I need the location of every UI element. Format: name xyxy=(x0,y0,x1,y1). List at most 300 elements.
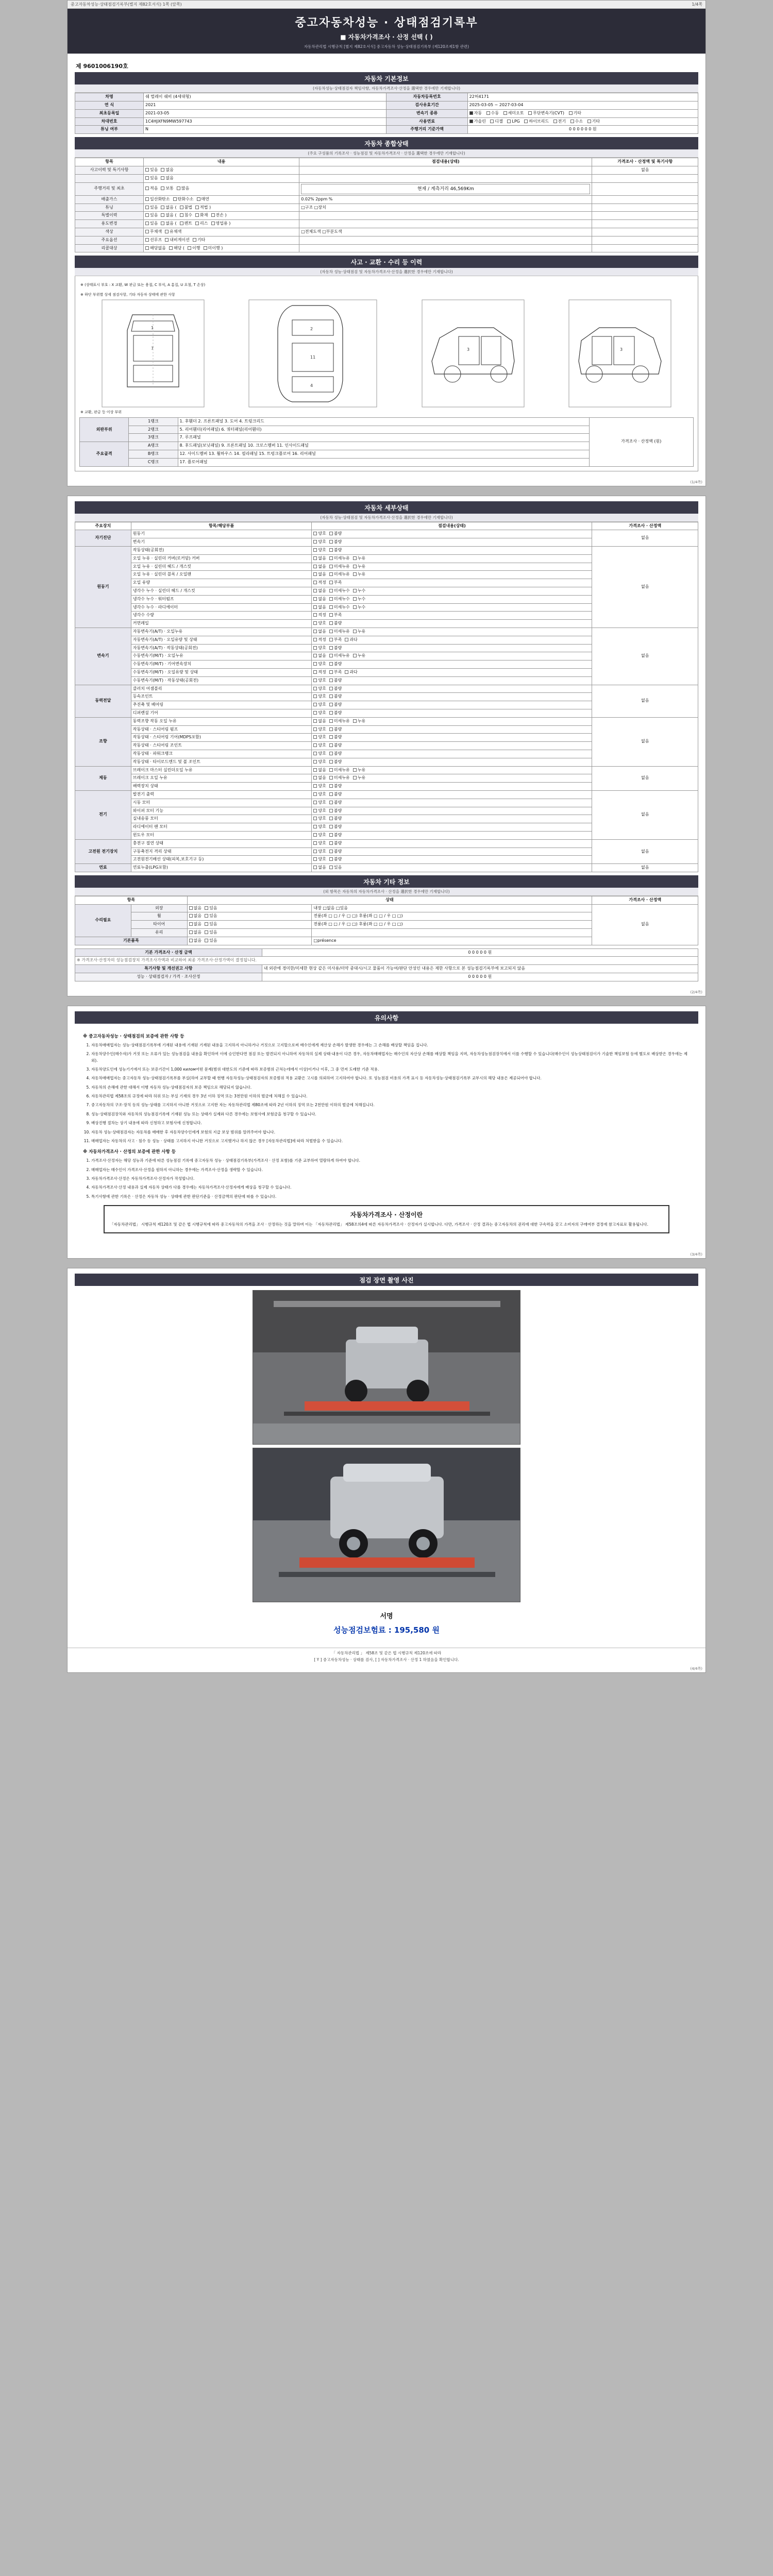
overall-content-9[interactable]: 해당없음 해당 ( 이행 미이행 ) xyxy=(143,244,299,252)
section-etc-sub: (외 항목은 자동차의 자동차가격조사 · 산정을 選択한 경우에만 기재합니다) xyxy=(75,888,698,896)
transmission-option-cvt[interactable]: 무단변속기(CVT) xyxy=(528,111,564,116)
overall-state-1[interactable] xyxy=(299,174,592,182)
table-row xyxy=(75,904,698,912)
table-row xyxy=(75,236,698,244)
transmission-option-manual[interactable]: 수동 xyxy=(486,111,499,116)
car-side-left-diagram xyxy=(422,299,525,408)
overall-content-1[interactable]: 있음 없음 xyxy=(143,174,299,182)
detail-group-7: 고전원 전기장치 xyxy=(75,839,131,863)
svg-text:3: 3 xyxy=(620,347,623,352)
detail-state-5-2[interactable]: 양호 불량 xyxy=(312,783,592,791)
basic-label2-1: 검사유효기간 xyxy=(386,101,467,110)
overall-item-5: 특별이력 xyxy=(75,212,144,220)
etc-right-2[interactable]: 전륜(좌 □ □ / 우 □ □) 후륜(좌 □ □ / 우 □ □) xyxy=(312,921,592,929)
tuning-value: N xyxy=(143,126,386,134)
etc-group-basic: 기본품목 xyxy=(75,937,188,945)
etc-state-4[interactable]: 없음 있음 xyxy=(187,937,312,945)
detail-state-1-3[interactable]: 없음 미세누유 누유 xyxy=(312,571,592,579)
overall-state-9[interactable] xyxy=(299,244,592,252)
overall-content-3[interactable]: 일산화탄소 탄화수소 매연 xyxy=(143,195,299,204)
browser-right-label: 1/4쪽 xyxy=(692,2,702,7)
detail-state-6-3[interactable]: 양호 불량 xyxy=(312,815,592,823)
etc-state-1[interactable]: 없음 있음 xyxy=(187,912,312,921)
notice-1-item: 11. 매매업자는 자동차의 사고 · 침수 등 성능 · 상태를 고지하지 아니한 거짓으로 고지했거나 하지 않은 경우 [자동차관리법]에 따라 처벌받을 수 있습니다. xyxy=(91,1138,690,1144)
notice-1-item: 9. 배상진행 절차는 상기 내용에 따라 신청하고 보험사에 신청합니다. xyxy=(91,1120,690,1126)
notice-1-item: 6. 자동차관리법 제58조의 규정에 따라 허위 또는 부실 기재의 경우 3년 이하 징역 또는 3천만원 이하의 벌금에 처해질 수 있습니다. xyxy=(91,1093,690,1099)
notice-bar: 유의사항 xyxy=(75,1011,698,1024)
detail-part-1-5: 냉각수 누수 · 실린더 헤드 / 개스킷 xyxy=(131,587,312,596)
part-rank-0-1: 2랭크 xyxy=(129,426,178,434)
part-rank-1-2: C랭크 xyxy=(129,458,178,466)
detail-note-3: 없음 xyxy=(592,685,698,717)
table-row xyxy=(75,948,698,957)
overall-content-7[interactable]: 무채색 유채색 xyxy=(143,228,299,236)
detail-state-6-0[interactable]: 양호 불량 xyxy=(312,790,592,799)
inspection-photo-1 xyxy=(253,1290,520,1445)
basic-label-1: 연 식 xyxy=(75,101,144,110)
overall-content-8[interactable]: 선루프 내비게이션 기타 xyxy=(143,236,299,244)
detail-state-1-9[interactable]: 양호 불량 xyxy=(312,620,592,628)
table-row xyxy=(75,117,698,126)
overall-state-5[interactable] xyxy=(299,212,592,220)
detail-state-7-0[interactable]: 양호 불량 xyxy=(312,839,592,848)
damage-diagram xyxy=(75,276,698,471)
page-title: 중고자동차성능 · 상태점검기록부 xyxy=(295,16,478,29)
detail-part-2-6: 수동변속기(M/T) · 작동상태(공회전) xyxy=(131,676,312,685)
guarantee-body: 「자동차관리법」 시행규칙 제120조 및 같은 법 시행규칙에 따라 중고자동차의 가격을 조사 · 산정하는 것을 말하며 이는 「자동차관리법」 제58조의4에 따른 자동차가격조사 · 산정자가 실시합니다. 다만, 가격조사 · 산정 결과는 중고자동차의 권리에 대한 구속력을 갖고 소비자의 구매여부 결정에 참고자료로 활용됩니다. xyxy=(110,1222,649,1227)
detail-state-0-0[interactable]: 양호 불량 xyxy=(312,530,592,538)
fuel-option-etc[interactable]: 기타 xyxy=(587,119,600,125)
fuel-option-hydrogen[interactable]: 수소 xyxy=(570,119,583,125)
svg-text:7: 7 xyxy=(150,346,154,351)
detail-group-3: 동력전달 xyxy=(75,685,131,717)
detail-note-1: 없음 xyxy=(592,547,698,628)
section-detail-sub: (자동차 성능·상태점검 및 자동차가격조사·산정을 選択한 경우에만 기재합니다) xyxy=(75,514,698,522)
overall-state-0[interactable] xyxy=(299,166,592,175)
overall-note-5 xyxy=(592,212,698,220)
detail-part-3-3: 디퍼렌셜 기어 xyxy=(131,709,312,717)
fuel-option-electric[interactable]: 전기 xyxy=(553,119,566,125)
table-row xyxy=(75,547,698,555)
overall-note-1 xyxy=(592,174,698,182)
detail-state-2-3[interactable]: 없음 미세누유 누유 xyxy=(312,652,592,660)
etc-sub-2: 타이어 xyxy=(131,921,187,929)
detail-state-2-4[interactable]: 양호 불량 xyxy=(312,660,592,669)
total-label: 기본 가격조사 · 산정 금액 xyxy=(75,948,262,957)
footer-line-1: 「 자동차관리법 」 제58조 및 같은 법 시행규칙 제120조에 따라 xyxy=(331,1650,442,1655)
detail-part-4-2: 작동상태 · 스티어링 기어(MDPS포함) xyxy=(131,734,312,742)
notice-2-item: 5. 특기사항에 관한 기록은 · 산정은 자동차 성능 · 상태에 관한 판단기준을 · 산정금액의 판단에 따를 수 있습니다. xyxy=(91,1194,690,1200)
detail-part-2-4: 수동변속기(M/T) · 기어변속장치 xyxy=(131,660,312,669)
notice-list-2 xyxy=(83,1158,690,1200)
detail-part-4-1: 작동상태 · 스티어링 펌프 xyxy=(131,725,312,734)
detail-state-7-1[interactable]: 양호 불량 xyxy=(312,848,592,856)
detail-group-6: 전기 xyxy=(75,790,131,839)
detail-state-6-4[interactable]: 양호 불량 xyxy=(312,823,592,832)
detail-state-1-6[interactable]: 없음 미세누수 누수 xyxy=(312,595,592,603)
detail-state-1-0[interactable]: 양호 불량 xyxy=(312,547,592,555)
svg-text:2: 2 xyxy=(310,327,313,332)
detail-part-6-1: 시동 모터 xyxy=(131,799,312,807)
table-row xyxy=(75,957,698,965)
part-group-0: 외판부위 xyxy=(80,417,129,442)
overall-col-1: 내용 xyxy=(143,158,299,166)
overall-state-table xyxy=(75,158,698,252)
detail-note-8: 없음 xyxy=(592,864,698,872)
detail-state-8-0[interactable]: 없음 있음 xyxy=(312,864,592,872)
overall-state-8[interactable] xyxy=(299,236,592,244)
overall-note-4 xyxy=(592,204,698,212)
etc-right-1[interactable]: 전륜(좌 □ □ / 우 □ □) 후륜(좌 □ □ / 우 □ □) xyxy=(312,912,592,921)
detail-col-0: 주요장치 xyxy=(75,522,131,530)
table-row xyxy=(75,244,698,252)
basic-value-1: 2021 xyxy=(143,101,386,110)
etc-right-0[interactable]: 내장 □없음 □있음 xyxy=(312,904,592,912)
detail-state-3-1[interactable]: 양호 불량 xyxy=(312,693,592,701)
part-text-0-2: 7. 루프패널 xyxy=(178,434,589,442)
section-overall-sub: (주요 구성품의 기록조사 · 성능점검 및 자동차가격조사 · 산정을 選택한 경우에만 기재합니다) xyxy=(75,149,698,158)
svg-text:1: 1 xyxy=(150,326,154,331)
photos-bar: 점검 장면 촬영 사진 xyxy=(75,1274,698,1286)
basic-value2-0: 22허4171 xyxy=(467,93,698,101)
fuel-option-gasoline[interactable]: 가솔린 xyxy=(469,119,486,125)
overall-note-2 xyxy=(592,182,698,195)
table-row xyxy=(75,973,698,981)
detail-part-6-5: 윈도우 모터 xyxy=(131,831,312,839)
basic-value2-1: 2025-03-05 ~ 2027-03-04 xyxy=(467,101,698,110)
table-header-row xyxy=(75,522,698,530)
car-diagram-row xyxy=(79,299,694,408)
detail-part-4-0: 동력조향 작동 오일 누유 xyxy=(131,717,312,725)
page-4 xyxy=(67,1268,706,1673)
detail-state-4-2[interactable]: 양호 불량 xyxy=(312,734,592,742)
detail-note-4: 없음 xyxy=(592,717,698,766)
transmission-option-etc[interactable]: 기타 xyxy=(569,111,581,116)
detail-state-1-8[interactable]: 적정 부족 xyxy=(312,612,592,620)
etc-right-3[interactable] xyxy=(312,929,592,937)
detail-note-7: 없음 xyxy=(592,839,698,863)
transmission-option-semi[interactable]: 세미오토 xyxy=(503,111,524,116)
detail-state-5-0[interactable]: 없음 미세누유 누유 xyxy=(312,766,592,774)
detail-part-6-0: 발전기 출력 xyxy=(131,790,312,799)
overall-col-2: 점검내용(상태) xyxy=(299,158,592,166)
transmission-options[interactable] xyxy=(467,109,698,117)
tuning-label: 튜닝 여부 xyxy=(75,126,144,134)
basic-label-0: 차명 xyxy=(75,93,144,101)
page-3 xyxy=(67,1006,706,1259)
fuel-option-lpg[interactable]: LPG xyxy=(507,119,519,125)
detail-col-1: 항목/해당부품 xyxy=(131,522,312,530)
notice-list-1 xyxy=(83,1042,690,1145)
section-basic-info-sub: (자동차성능·상태점검자 책임사항, 자동차가격조사·산정을 選택한 경우에만 기재합니다) xyxy=(75,84,698,93)
overall-note-0: 없음 xyxy=(592,166,698,175)
detail-part-2-5: 수동변속기(M/T) · 오일유량 및 상태 xyxy=(131,668,312,676)
detail-state-4-5[interactable]: 양호 불량 xyxy=(312,758,592,766)
detail-state-4-3[interactable]: 양호 불량 xyxy=(312,742,592,750)
overall-col-3: 가격조사 · 산정액 및 특기사항 xyxy=(592,158,698,166)
overall-content-5[interactable]: 있음 없음 ( 침수 화재 전손 ) xyxy=(143,212,299,220)
detail-group-8: 연료 xyxy=(75,864,131,872)
fuel-options[interactable] xyxy=(467,117,698,126)
detail-state-6-2[interactable]: 양호 불량 xyxy=(312,807,592,815)
document-header xyxy=(68,9,705,54)
detail-part-0-0: 원동기 xyxy=(131,530,312,538)
table-row xyxy=(75,212,698,220)
table-row xyxy=(75,182,698,195)
basic-label2-3: 사용연료 xyxy=(386,117,467,126)
detail-part-8-0: 연료누출(LPG포함) xyxy=(131,864,312,872)
detail-part-7-1: 구동축전지 격리 상태 xyxy=(131,848,312,856)
table-row xyxy=(75,93,698,101)
detail-part-0-1: 변속기 xyxy=(131,538,312,547)
notice-1-item: 1. 자동차매매업자는 성능·상태점검기록부에 기재된 내용에 기재된 기재된 내용을 고지하지 아니하거나 거짓으로 고지할으로써 매수인에게 재산상 손해가 발생한 경우에는 그 손해를 배상할 책임을 집니다. xyxy=(91,1042,690,1048)
detail-part-2-0: 자동변속기(A/T) · 오일누유 xyxy=(131,628,312,636)
total-note: ※ 가격조사·산정자의 성능점검장치 가격조사가액과 비교하여 최종 가격조사·산정가액이 결정됩니다. xyxy=(75,957,698,965)
notice-1-item: 7. 중고자동차의 구조·장치 등의 성능·상태를 고지하지 아니한 거짓으로 고지한 자는 자동차관리법 제80조에 따라 2년 이하의 징역 또는 2천만원 이하의 벌금에 처해집니다. xyxy=(91,1102,690,1108)
etc-price-cell: 없음 xyxy=(592,904,698,945)
part-rank-1-1: B랭크 xyxy=(129,450,178,459)
etc-group-repair: 수리필요 xyxy=(75,904,131,937)
part-text-1-1: 12. 사이드멤버 13. 휠하우스 14. 필라패널 15. 트렁크플로어 16. 리어패널 xyxy=(178,450,589,459)
detail-state-1-5[interactable]: 없음 미세누수 누수 xyxy=(312,587,592,596)
detail-state-0-1[interactable]: 양호 불량 xyxy=(312,538,592,547)
part-text-0-1: 5. 리어휀더(리어패널) 6. 쿼터패널(리어휀더) xyxy=(178,426,589,434)
table-row xyxy=(75,864,698,872)
table-row xyxy=(75,839,698,848)
overall-item-1 xyxy=(75,174,144,182)
table-row xyxy=(75,195,698,204)
overall-note-8 xyxy=(592,236,698,244)
detail-col-2: 점검내용(상태) xyxy=(312,522,592,530)
overall-content-6[interactable]: 있음 없음 ( 렌트 리스 영업용 ) xyxy=(143,220,299,228)
fuel-option-diesel[interactable]: 디젤 xyxy=(490,119,502,125)
detail-state-5-1[interactable]: 없음 미세누유 누유 xyxy=(312,774,592,783)
table-row xyxy=(75,126,698,134)
page-1-footer: (1/4쪽) xyxy=(690,480,702,484)
overall-state-6[interactable] xyxy=(299,220,592,228)
extra-label: 특기사항 및 개선권고 사항 xyxy=(75,965,262,973)
section-etc-bar: 자동차 기타 정보 xyxy=(75,875,698,888)
detail-state-4-4[interactable]: 양호 불량 xyxy=(312,750,592,758)
page-2-footer: (2/4쪽) xyxy=(690,990,702,994)
section-accident-sub: (자동차 성능·상태점검 및 자동차가격조사·산정을 選択한 경우에만 기재합니다) xyxy=(75,268,698,276)
overall-content-0[interactable]: 있음 없음 xyxy=(143,166,299,175)
extra-zero-value: 0 0 0 0 0 원 xyxy=(262,973,698,981)
notice-1-item: 8. 성능·상태점검장치와 자동차의 성능점검기록에 기재된 성능 또는 상태가 실제와 다른 경우에는 보험사에 보험금을 청구할 수 있습니다. xyxy=(91,1111,690,1117)
detail-state-7-2[interactable]: 양호 불량 xyxy=(312,856,592,864)
notice-2-item: 1. 가격조사·산정자는 해당 성능과 기준에 따른 성능점검 기록에 중고자동차 성능 · 상태점검기록부(가격조사 · 산정 포함)를 기준 교부하여 열람하게 하여야 합니다. xyxy=(91,1158,690,1164)
diagram-legend-1: ※ (상태표시 부호 : X 교환, W 판금 또는 용접, C 부식, A 흠집, U 요철, T 손상) xyxy=(80,283,206,287)
notice-2-item: 4. 자동차가격조사·산정 내용과 실제 자동차 상태가 다를 경우에는 자동차가격조사·산정자에게 배상을 청구할 수 있습니다. xyxy=(91,1184,690,1191)
transmission-option-auto[interactable]: 자동 xyxy=(469,111,482,116)
extra-text: 내 외관에 경미한/미세한 현상 같은 미사용/미약 중대시/시고 물품이 가능여/판단 안성인 내용은 제한 사항으로 본 성능점검기록부에 보고되지 않음 xyxy=(262,965,698,973)
parts-rank-table xyxy=(79,417,694,467)
overall-state-3[interactable]: 0.02% 2ppm % xyxy=(299,195,592,204)
overall-content-2[interactable]: 적음 보통 많음 xyxy=(143,182,299,195)
total-value: 0 0 0 0 0 원 xyxy=(262,948,698,957)
detail-state-6-1[interactable]: 양호 불량 xyxy=(312,799,592,807)
part-group-1: 주요골격 xyxy=(80,442,129,466)
detail-group-5: 제동 xyxy=(75,766,131,790)
etc-state-2[interactable]: 없음 있음 xyxy=(187,921,312,929)
detail-part-4-4: 작동상태 · 파워크랭크 xyxy=(131,750,312,758)
detail-state-table xyxy=(75,522,698,872)
svg-text:3: 3 xyxy=(466,347,469,352)
mileage-base-digits: 0 0 0 0 0 0 원 xyxy=(467,126,698,134)
detail-state-1-1[interactable]: 없음 미세누유 누유 xyxy=(312,554,592,563)
detail-note-6: 없음 xyxy=(592,790,698,839)
section-basic-info-bar: 자동차 기본정보 xyxy=(75,72,698,84)
detail-state-4-0[interactable]: 없음 미세누유 누유 xyxy=(312,717,592,725)
notice-1-item: 3. 자동차양도인에 성능기기에서 또는 보증기간이 1,000 килом어떤 문제(범위 대한도의 기준에 따라 보증범위 근처는데에서 이상)이거나 이후, 그 중 먼저 도래한 기준 적용. xyxy=(91,1066,690,1073)
notice-1-item: 10. 자동차 성능·상태점검자는 자동차를 매매한 후 자동차양수인에게 보험의 지급 보상 범위를 알려주어야 합니다. xyxy=(91,1129,690,1136)
etc-sub-3: 유리 xyxy=(131,929,187,937)
detail-part-3-2: 추진축 및 베어링 xyxy=(131,701,312,709)
detail-part-1-9: 커먼레일 xyxy=(131,620,312,628)
part-rank-0-0: 1랭크 xyxy=(129,417,178,426)
detail-state-1-4[interactable]: 적정 부족 xyxy=(312,579,592,587)
detail-note-0: 없음 xyxy=(592,530,698,547)
detail-state-3-2[interactable]: 양호 불량 xyxy=(312,701,592,709)
detail-part-4-5: 작동상태 · 타이로드엔드 및 볼 조인트 xyxy=(131,758,312,766)
signature-label: 서명 xyxy=(380,1612,393,1620)
detail-state-2-5[interactable]: 적정 부족 과다 xyxy=(312,668,592,676)
detail-part-1-2: 오일 누유 · 실린더 헤드 / 개스킷 xyxy=(131,563,312,571)
overall-note-9 xyxy=(592,244,698,252)
notice-1-item: 2. 자동차양수인(매수자)가 거짓 또는 오류가 있는 성능점검을 내용을 확인하여 이에 승인한다면 점검 또는 발견되지 아니하여 자동차의 실제 상태·내용이 다른 경우, 자동차매매업자는 매수인의 자산상 손해를 배상할 책임을 지며, 자동차성능점검장치에서 이를 수행할 수 있습니다(매수인이 성능상태점검이가 기술한 책임보험 등에 별도로 배상받은 경우에는 제외). xyxy=(91,1051,690,1064)
detail-group-4: 조향 xyxy=(75,717,131,766)
overall-item-6: 용도변경 xyxy=(75,220,144,228)
page-2 xyxy=(67,496,706,996)
overall-item-0: 사고이력 및 특기사항 xyxy=(75,166,144,175)
detail-part-5-2: 배력장치 상태 xyxy=(131,783,312,791)
page-4-footer-text xyxy=(68,1648,705,1666)
section-overall-bar: 자동차 종합상태 xyxy=(75,137,698,149)
table-row xyxy=(75,790,698,799)
detail-part-3-1: 등속조인트 xyxy=(131,693,312,701)
table-row xyxy=(75,965,698,973)
inspection-photo-2 xyxy=(253,1448,520,1602)
detail-part-2-1: 자동변속기(A/T) · 오일유량 및 상태 xyxy=(131,636,312,644)
basic-value-2: 2021-03-05 xyxy=(143,109,386,117)
etc-sub-1: 휠 xyxy=(131,912,187,921)
overall-state-2[interactable] xyxy=(299,182,592,195)
etc-right-4[interactable]: □présence xyxy=(312,937,592,945)
overall-state-7[interactable]: □전체도색 □부분도색 xyxy=(299,228,592,236)
etc-info-table xyxy=(75,896,698,945)
basic-label-3: 차대번호 xyxy=(75,117,144,126)
detail-state-6-5[interactable]: 양호 불량 xyxy=(312,831,592,839)
page-subtitle: ■ 자동차가격조사 · 산정 선택 ( ) xyxy=(340,33,433,41)
detail-state-4-1[interactable]: 양호 불량 xyxy=(312,725,592,734)
parts-title: ※ 교환, 판금 등 이상 부위 xyxy=(80,410,122,415)
table-row xyxy=(75,628,698,636)
notice-2-item: 2. 매매업자는 매수인이 가격조사·산정을 원하지 아니하는 경우에는 가격조사·산정을 생략할 수 있습니다. xyxy=(91,1167,690,1173)
detail-state-1-7[interactable]: 없음 미세누수 누수 xyxy=(312,603,592,612)
detail-part-6-3: 실내송풍 모터 xyxy=(131,815,312,823)
car-front-diagram xyxy=(102,299,205,408)
overall-item-3: 배출가스 xyxy=(75,195,144,204)
detail-state-2-0[interactable]: 없음 미세누유 누유 xyxy=(312,628,592,636)
detail-col-3: 가격조사 · 산정액 xyxy=(592,522,698,530)
page-4-footer: (4/4쪽) xyxy=(690,1667,702,1671)
page-3-footer: (3/4쪽) xyxy=(690,1252,702,1257)
footer-line-2: [ Y ] 중고자동차성능 · 상태를 검사, [ ] 자동차가격조사 · 산정 1 하였음을 확인합니다. xyxy=(314,1657,459,1662)
etc-col-1: 상태 xyxy=(187,896,592,904)
section-detail-bar: 자동차 세부상태 xyxy=(75,501,698,514)
detail-part-7-2: 고전원전기배선 상태(피복,보호기구 등) xyxy=(131,856,312,864)
overall-state-4[interactable]: □구조 □장치 xyxy=(299,204,592,212)
total-price-table xyxy=(75,948,698,981)
fuel-option-hybrid[interactable]: 하이브리드 xyxy=(524,119,549,125)
overall-note-6 xyxy=(592,220,698,228)
detail-group-0: 자기진단 xyxy=(75,530,131,547)
detail-part-1-8: 냉각수 수량 xyxy=(131,612,312,620)
car-side-right-diagram xyxy=(568,299,671,408)
basic-value-3: 1C4HJXFN9MW597743 xyxy=(143,117,386,126)
table-row xyxy=(75,228,698,236)
part-text-1-0: 8. 후드패널(보닛패널) 9. 프론트패널 10. 크로스멤버 11. 인사이드패널 xyxy=(178,442,589,450)
notice-heading-2: ※ 자동차가격조사 · 산정의 보증에 관한 사항 등 xyxy=(83,1149,176,1155)
detail-part-1-1: 오일 누유 · 실린더 커버(로커암) 커버 xyxy=(131,554,312,563)
page-1-topbar xyxy=(68,1,705,9)
detail-note-2: 없음 xyxy=(592,628,698,685)
overall-item-4: 튜닝 xyxy=(75,204,144,212)
detail-state-1-2[interactable]: 없음 미세누유 누유 xyxy=(312,563,592,571)
table-row xyxy=(75,109,698,117)
detail-part-1-0: 작동상태(공회전) xyxy=(131,547,312,555)
table-row xyxy=(75,101,698,110)
detail-part-1-4: 오일 유량 xyxy=(131,579,312,587)
detail-part-7-0: 충전구 절연 상태 xyxy=(131,839,312,848)
overall-item-9: 리콜대상 xyxy=(75,244,144,252)
etc-state-0[interactable]: 없음 있음 xyxy=(187,904,312,912)
part-text-1-2: 17. 플로어패널 xyxy=(178,458,589,466)
detail-state-3-0[interactable]: 양호 불량 xyxy=(312,685,592,693)
guarantee-title: 자동차가격조사 · 산정이란 xyxy=(350,1211,423,1219)
etc-state-3[interactable]: 없음 있음 xyxy=(187,929,312,937)
inspection-insurance-fee: 성능점검보험료 : 195,580 원 xyxy=(333,1625,440,1635)
browser-left-label: 중고자동차성능·상태점검기록부(별지 제82호서식) 1쪽 (앞쪽) xyxy=(71,2,182,7)
page-1 xyxy=(67,0,706,486)
overall-content-4[interactable]: 있음 없음 ( 불법 적법 ) xyxy=(143,204,299,212)
detail-part-6-2: 와이퍼 모터 기능 xyxy=(131,807,312,815)
table-row xyxy=(75,174,698,182)
section-accident-bar: 사고 · 교환 · 수리 등 이력 xyxy=(75,256,698,268)
basic-label2-0: 자동차등록번호 xyxy=(386,93,467,101)
basic-label2-2: 변속기 종류 xyxy=(386,109,467,117)
part-rank-1-0: A랭크 xyxy=(129,442,178,450)
detail-state-2-1[interactable]: 적정 부족 과다 xyxy=(312,636,592,644)
table-header-row xyxy=(75,158,698,166)
table-row xyxy=(75,166,698,175)
car-top-diagram xyxy=(248,299,377,408)
photo-gallery xyxy=(75,1286,698,1606)
basic-value-0: 쉐 벌레이 쉐비 (4세대형) xyxy=(143,93,386,101)
detail-state-3-3[interactable]: 양호 불량 xyxy=(312,709,592,717)
table-header-row xyxy=(75,896,698,904)
table-row xyxy=(75,717,698,725)
detail-part-5-0: 브레이크 마스터 실린더오일 누유 xyxy=(131,766,312,774)
detail-state-2-6[interactable]: 양호 불량 xyxy=(312,676,592,685)
overall-col-0: 항목 xyxy=(75,158,144,166)
detail-state-2-2[interactable]: 양호 불량 xyxy=(312,644,592,652)
detail-group-1: 원동기 xyxy=(75,547,131,628)
overall-note-7 xyxy=(592,228,698,236)
detail-part-3-0: 클러치 어셈블리 xyxy=(131,685,312,693)
document-number: 제 9601006190호 xyxy=(76,63,128,70)
detail-group-2: 변속기 xyxy=(75,628,131,685)
